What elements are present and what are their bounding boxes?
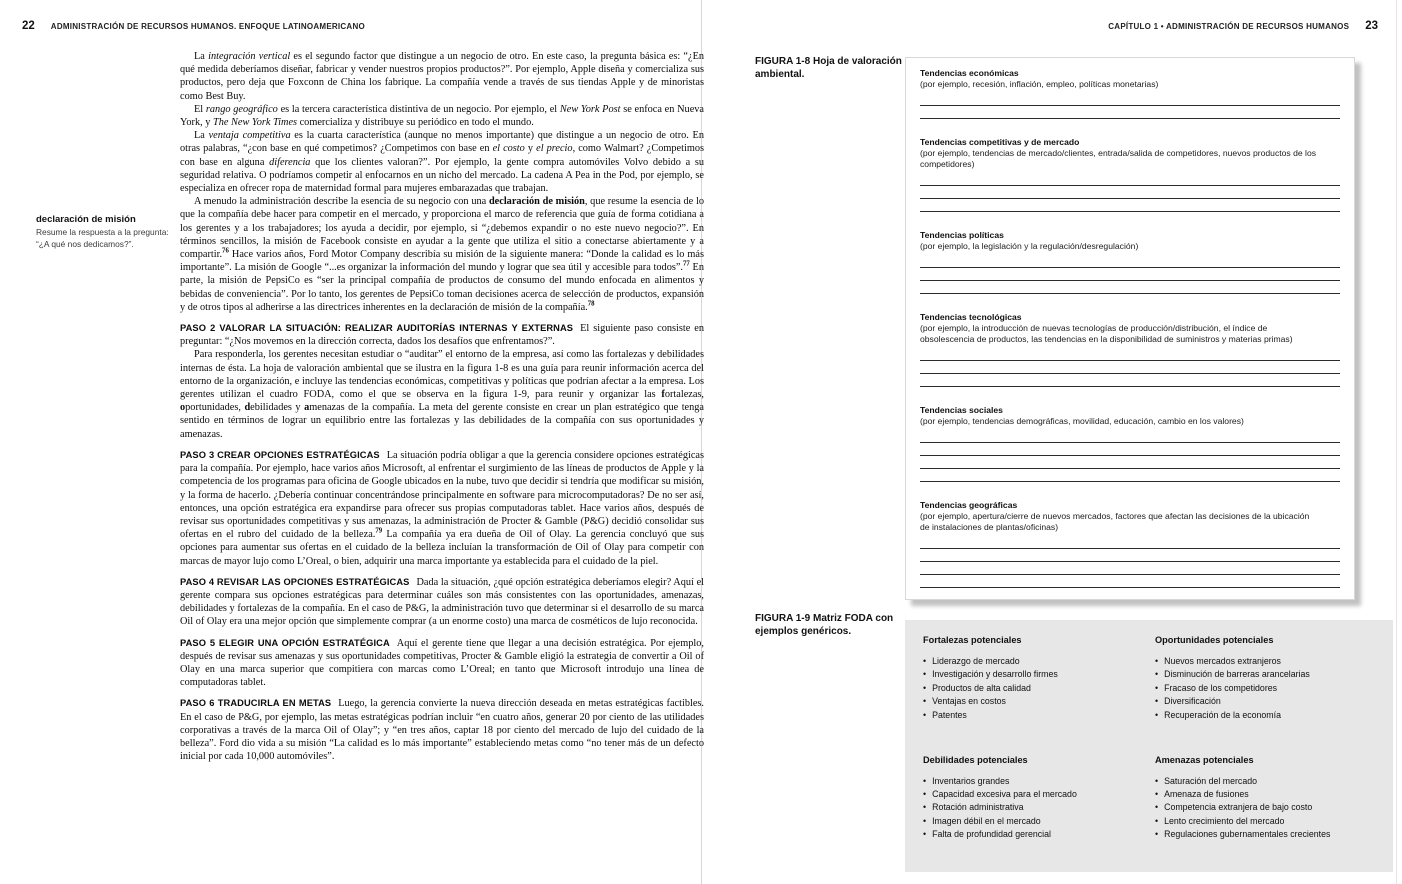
bullet-icon: •: [923, 696, 927, 707]
list-item: [923, 682, 1141, 695]
text-run: menazas de la compañía. La meta del gerente consiste en crear un plan estratégico que tenga sentido en términos de lograr un equilibrio entre las fortalezas y las debilidades de la compañía con sus oportunidades y amenazas.: [180, 402, 704, 440]
text-run: diferencia: [269, 156, 311, 168]
text-run: comercializa y distribuye su periódico en todo el mundo.: [297, 117, 534, 129]
bullet-icon: •: [923, 669, 927, 680]
list-item-text: Investigación y desarrollo firmes: [932, 669, 1058, 680]
text-run: es la tercera característica distintiva de un negocio. Por ejemplo, el: [277, 103, 560, 115]
bullet-icon: •: [1155, 788, 1159, 799]
margin-note-term: declaración de misión: [36, 214, 136, 225]
text-run: En parte, la misión de PepsiCo es “ser la principal compañía de productos de consumo del mundo enfocada en alimentos y bebidas de conveniencia”. Por lo tanto, los gerentes de PepsiCo toman decisiones acerca de selección de productos, expansión y de otros tipos al adherirse a las directrices inherentes en la declaración de misión de la compañía.: [180, 262, 704, 313]
bullet-icon: •: [923, 709, 927, 720]
list-item-text: Patentes: [932, 709, 967, 720]
list-item: [1155, 682, 1373, 695]
foda-quadrant-title: Fortalezas potenciales: [923, 635, 1022, 645]
text-run: rango geográfico: [205, 103, 278, 115]
blank-write-line: [920, 561, 1340, 562]
bullet-icon: •: [1155, 669, 1159, 680]
left-running-head: [22, 20, 365, 32]
foda-quadrant: [1155, 635, 1373, 741]
list-item: [923, 655, 1141, 668]
text-run: La situación podría obligar a que la gerencia considere opciones estratégicas para la compañía. Por ejemplo, hace varios años Microsoft, al enfrentar el surgimiento de las líneas de productos de Apple y la competencia de los programas para oficina de Google ubicados en la nube, tuvo que decidir si tendría que modificar su misión, y la forma de hacerlo. ¿Debería continuar concentrándose principalmente en software para microcomputadoras? De no ser así, entonces, una opción estratégica era expandirse para ofrecer sus propias computadoras tablet. Hace varios años, después de revisar sus oportunidades competitivas y sus amenazas, la administración de Procter & Gamble (P&G) decidió consolidar sus ofertas en el rubro del cuidado de la belleza.: [180, 449, 704, 541]
worksheet-section-examples: (por ejemplo, la introducción de nuevas tecnologías de producción/distribución, el índice de obsolescencia de productos, las tendencias en la disponibilidad de suministros y materias primas): [920, 323, 1293, 344]
blank-write-line: [920, 185, 1340, 186]
text-run: , como Walmart? ¿Competimos con base en alguna: [180, 143, 705, 168]
bullet-icon: •: [923, 788, 927, 799]
foda-quadrant: [1155, 755, 1373, 861]
bullet-icon: •: [923, 815, 927, 826]
worksheet-section: [920, 500, 1340, 588]
body-paragraph: [180, 50, 704, 103]
list-item: [1155, 828, 1373, 841]
bullet-icon: •: [1155, 682, 1159, 693]
list-item-text: Saturación del mercado: [1164, 775, 1258, 786]
text-run: o: [180, 402, 186, 414]
foda-quadrant-title: Debilidades potenciales: [923, 754, 1028, 765]
list-item: [923, 775, 1141, 788]
text-run: se enfoca en Nueva York, y: [180, 103, 704, 129]
bullet-icon: •: [923, 682, 927, 693]
blank-write-line: [920, 267, 1340, 268]
text-run: New York Post: [559, 103, 621, 115]
list-item-text: Lento crecimiento del mercado: [1164, 815, 1285, 826]
figure-1-8-label: [755, 55, 903, 81]
paso-heading: PASO 3 CREAR OPCIONES ESTRATÉGICAS: [180, 449, 380, 460]
left-page-number: 22: [22, 20, 35, 32]
text-run: El: [194, 103, 206, 115]
paso-paragraph: [180, 697, 704, 763]
text-run: Aquí el gerente tiene que llegar a una decisión estratégica. Por ejemplo, después de revisar sus amenazas y sus oportunidades competitivas, Procter & Gamble eligió la estrategia de convertir a Oil of Olay en una marca superior que compitiera con marcas como L’Oreal; en tanto que Microsoft introdujo una línea de computadoras tablet.: [180, 637, 704, 689]
list-item-text: Rotación administrativa: [932, 802, 1024, 813]
worksheet-section-examples: (por ejemplo, apertura/cierre de nuevos mercados, factores que afectan las decisiones de la ubicación de instalaciones de plantas/oficinas): [920, 511, 1310, 532]
endnote-reference: 78: [587, 300, 595, 308]
endnote-reference: 79: [375, 527, 383, 535]
list-item: [923, 801, 1141, 814]
list-item: [1155, 709, 1373, 722]
text-run: el precio: [536, 143, 573, 155]
text-run: y: [524, 143, 537, 155]
left-running-head-text: ADMINISTRACIÓN DE RECURSOS HUMANOS. ENFOQUE LATINOAMERICANO: [50, 22, 365, 31]
list-item-text: Amenaza de fusiones: [1164, 788, 1249, 799]
blank-write-line: [920, 587, 1340, 588]
foda-item-list: [923, 655, 1141, 722]
list-item: [1155, 695, 1373, 708]
paso-paragraph: [180, 637, 704, 690]
worksheet-section-title: Tendencias sociales: [920, 405, 1003, 415]
text-run: The New York Times: [213, 117, 298, 129]
bullet-icon: •: [1155, 696, 1159, 707]
body-paragraph: [180, 348, 704, 440]
text-run: integración vertical: [208, 51, 291, 62]
blank-write-line: [920, 280, 1340, 281]
right-running-head-text: CAPÍTULO 1 • ADMINISTRACIÓN DE RECURSOS HUMANOS: [1108, 22, 1350, 31]
foda-quadrant: [923, 755, 1141, 861]
text-run: Luego, la gerencia convierte la nueva dirección deseada en metas estratégicas factibles. En el caso de P&G, por ejemplo, las metas estratégicas podrían incluir “en cuatro años, generar 20 por ciento de las utilidades corporativas a través de la marca Oil of Olay”; y “en tres años, captar 18 por ciento del mercado de lujo del cuidado de la belleza”. Ford dio vida a su misión “La calidad es lo más importante” estableciendo metas como “no tener más de un defecto inicial por cada 10,000 automóviles”.: [180, 698, 704, 763]
blank-write-line: [920, 293, 1340, 294]
worksheet-section: [920, 312, 1340, 387]
margin-note: [36, 214, 170, 250]
text-run: a: [304, 402, 310, 414]
text-run: que los clientes valoran?”. Por ejemplo, la gente compra automóviles Volvo debido a su seguridad relativa. O podríamos competir al enfocarnos en un nicho del mercado. La cadena A Pea in the Pod, por ejemplo, se especializa en ofrecer ropa de maternidad formal para mujeres embarazadas que trabajan.: [180, 156, 704, 195]
list-item-text: Productos de alta calidad: [932, 682, 1031, 693]
right-running-head: [1108, 20, 1378, 32]
bullet-icon: •: [923, 775, 927, 786]
blank-write-line: [920, 360, 1340, 361]
list-item: [923, 815, 1141, 828]
figure-1-9-caption: Matriz FODA con ejemplos genéricos.: [755, 613, 894, 637]
worksheet-section: [920, 137, 1340, 212]
paso-paragraph: [180, 449, 704, 568]
blank-write-line: [920, 468, 1340, 469]
list-item-text: Imagen débil en el mercado: [932, 815, 1041, 826]
text-run: el costo: [492, 143, 525, 155]
body-paragraph: [180, 103, 704, 129]
figure-1-8-caption: Hoja de valoración ambiental.: [755, 56, 902, 80]
list-item-text: Fracaso de los competidores: [1164, 682, 1278, 693]
bullet-icon: •: [1155, 829, 1159, 840]
bullet-icon: •: [1155, 709, 1159, 720]
paso-paragraph: [180, 576, 704, 629]
bullet-icon: •: [1155, 815, 1159, 826]
environmental-scan-worksheet: [905, 57, 1355, 600]
list-item: [1155, 788, 1373, 801]
foda-quadrant-title: Amenazas potenciales: [1155, 754, 1254, 765]
blank-write-line: [920, 455, 1340, 456]
foda-item-list: [1155, 655, 1373, 722]
bullet-icon: •: [1155, 802, 1159, 813]
list-item-text: Liderazgo de mercado: [932, 656, 1020, 666]
figure-1-8-number: FIGURA 1-8: [755, 56, 811, 67]
list-item: [923, 828, 1141, 841]
body-text-column: [180, 50, 704, 763]
worksheet-section-examples: (por ejemplo, recesión, inflación, empleo, políticas monetarias): [920, 79, 1159, 89]
blank-write-line: [920, 198, 1340, 199]
worksheet-section-examples: (por ejemplo, la legislación y la regulación/desregulación): [920, 241, 1139, 251]
paso-heading: PASO 6 TRADUCIRLA EN METAS: [180, 698, 332, 709]
body-paragraph: [180, 129, 704, 195]
text-run: portunidades,: [185, 402, 245, 414]
text-run: La: [194, 51, 209, 62]
worksheet-section-title: Tendencias económicas: [920, 68, 1019, 78]
bullet-icon: •: [1155, 656, 1159, 666]
worksheet-section-title: Tendencias tecnológicas: [920, 312, 1022, 322]
blank-write-line: [920, 118, 1340, 119]
bullet-icon: •: [923, 802, 927, 813]
figure-1-9-label: [755, 612, 903, 638]
text-run: declaración de misión: [488, 196, 585, 208]
worksheet-section-title: Tendencias competitivas y de mercado: [920, 137, 1080, 147]
list-item: [1155, 668, 1373, 681]
list-item: [923, 668, 1141, 681]
blank-write-line: [920, 105, 1340, 106]
list-item: [923, 709, 1141, 722]
list-item-text: Regulaciones gubernamentales crecientes: [1164, 829, 1331, 840]
bullet-icon: •: [1155, 775, 1159, 786]
foda-matrix: [905, 620, 1393, 872]
text-run: ventaja competitiva: [208, 130, 291, 142]
blank-write-line: [920, 442, 1340, 443]
endnote-reference: 77: [683, 260, 690, 268]
text-run: f: [661, 389, 665, 401]
blank-write-line: [920, 373, 1340, 374]
text-run: La: [194, 130, 209, 142]
worksheet-section: [920, 68, 1340, 119]
list-item-text: Inventarios grandes: [932, 775, 1010, 786]
list-item: [1155, 655, 1373, 668]
list-item-text: Falta de profundidad gerencial: [932, 829, 1051, 840]
worksheet-section-examples: (por ejemplo, tendencias demográficas, movilidad, educación, cambio en los valores): [920, 416, 1244, 426]
foda-item-list: [923, 775, 1141, 842]
list-item: [1155, 801, 1373, 814]
paso-heading: PASO 2 VALORAR LA SITUACIÓN: REALIZAR AUDITORÍAS INTERNAS Y EXTERNAS: [180, 323, 574, 334]
list-item: [1155, 775, 1373, 788]
list-item: [1155, 815, 1373, 828]
worksheet-section-examples: (por ejemplo, tendencias de mercado/clientes, entrada/salida de competidores, nuevos productos de los competidores): [920, 148, 1317, 169]
list-item-text: Diversificación: [1164, 696, 1221, 707]
text-run: d: [244, 402, 251, 414]
text-run: La compañía ya era dueña de Oil of Olay. La gerencia concluyó que sus opciones para aumentar sus ofertas en el cuidado de la belleza incluían la transformación de Oil of Olay para competir con marcas de mayor lujo como L’Oreal, o bien, adquirir una marca importante ya establecida para el cuidado de la piel.: [180, 529, 704, 567]
figure-1-9-number: FIGURA 1-9: [755, 613, 811, 624]
text-run: ortalezas,: [664, 389, 704, 401]
body-paragraph: [180, 195, 704, 314]
text-run: Hace varios años, Ford Motor Company describía su misión de la siguiente manera: “Donde la calidad es lo más importante”. La misión de Google “...es organizar la información del mundo y lograr que sea útil y accesible para todos”.: [180, 249, 704, 274]
right-page-number: 23: [1365, 20, 1378, 32]
bullet-icon: •: [923, 829, 927, 840]
blank-write-line: [920, 481, 1340, 482]
text-run: , que resume la esencia de lo que la compañía debe hacer para competir en el mercado, y proporciona el marco de referencia que guía de forma cotidiana a los gerentes y a los trabajadores; los ayuda a decidir, por ejemplo, si “¿debemos expandir o no este nuevo negocio?”. En términos sencillos, la misión de Facebook consiste en ayudar a la gente que utiliza el sitio a conectarse abiertamente y a compartir.: [180, 196, 704, 261]
bullet-icon: •: [923, 656, 927, 666]
list-item: [923, 695, 1141, 708]
text-run: Para responderla, los gerentes necesitan estudiar o “auditar” el entorno de la empresa, así como las fortalezas y debilidades internas de ésta. La hoja de valoración ambiental que se ilustra en la figura 1-8 es una guía para reunir información acerca del entorno de la organización, e incluye las tendencias económicas, competitivas y políticas que podrían afectar a la empresa. Los gerentes utilizan el cuadro FODA, como el que se observa en la figura 1-9, para reunir y organizar las: [180, 349, 704, 401]
text-run: ebilidades y: [250, 402, 305, 414]
foda-item-list: [1155, 775, 1373, 842]
text-run: El siguiente paso consiste en preguntar: “¿Nos movemos en la dirección correcta, dados los desafíos que enfrentamos?”.: [180, 323, 704, 348]
text-run: es el segundo factor que distingue a un negocio de otro. En este caso, la pregunta básica es: “¿En qué medida deberíamos diseñar, fabricar y vender nuestros propios productos?”. Por ejemplo, Apple diseña y comercializa sus productos, pero deja que Foxconn de China los fabrique. La compañía vende a través de sus tiendas Apple y de minoristas como Best Buy.: [180, 51, 705, 102]
list-item-text: Recuperación de la economía: [1164, 709, 1281, 720]
blank-write-line: [920, 386, 1340, 387]
paso-heading: PASO 5 ELEGIR UNA OPCIÓN ESTRATÉGICA: [180, 637, 390, 648]
blank-write-line: [920, 574, 1340, 575]
blank-write-line: [920, 548, 1340, 549]
paso-paragraph: [180, 322, 704, 348]
endnote-reference: 76: [222, 247, 229, 255]
list-item-text: Disminución de barreras arancelarias: [1164, 669, 1310, 680]
foda-quadrant-title: Oportunidades potenciales: [1155, 635, 1274, 645]
worksheet-section-title: Tendencias políticas: [920, 230, 1004, 240]
list-item-text: Competencia extranjera de bajo costo: [1164, 802, 1313, 813]
page-edge-line: [1396, 0, 1397, 884]
margin-note-definition: Resume la respuesta a la pregunta: “¿A qué nos dedicamos?”.: [36, 227, 169, 249]
list-item: [923, 788, 1141, 801]
worksheet-section: [920, 230, 1340, 294]
list-item-text: Capacidad excesiva para el mercado: [932, 788, 1077, 799]
text-run: Dada la situación, ¿qué opción estratégica deberíamos elegir? Aquí el gerente compara sus opciones estratégicas para determinar cuáles son más consistentes con las oportunidades, amenazas, debilidades y fortalezas de la compañía. En el caso de P&G, la administración tuvo que determinar si el desarrollo de su marca Oil of Olay era una mejor opción que simplemente comprar (a un enorme costo) una marca de cosméticos de lujo reconocida.: [180, 576, 704, 628]
paso-heading: PASO 4 REVISAR LAS OPCIONES ESTRATÉGICAS: [180, 576, 410, 587]
list-item-text: Ventajas en costos: [932, 696, 1006, 707]
worksheet-section-title: Tendencias geográficas: [920, 500, 1018, 510]
text-run: es la cuarta característica (aunque no menos importante) que distingue a un negocio de otro. En otras palabras, “¿con base en qué competimos? ¿Competimos con base en: [180, 130, 704, 155]
list-item-text: Nuevos mercados extranjeros: [1164, 656, 1281, 666]
text-run: A menudo la administración describe la esencia de su negocio con una: [194, 196, 489, 208]
foda-quadrant: [923, 635, 1141, 741]
blank-write-line: [920, 211, 1340, 212]
worksheet-section: [920, 405, 1340, 482]
